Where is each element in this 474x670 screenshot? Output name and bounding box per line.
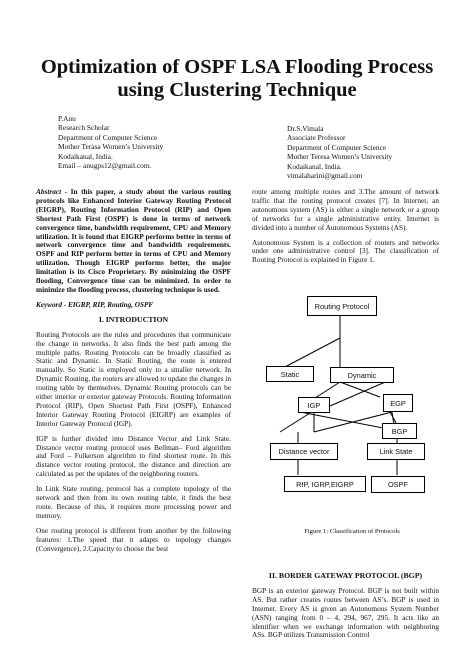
diagram-node-igp: IGP <box>298 397 330 413</box>
paragraph: IGP is further divided into Distance Vector and Link State. Distance vector routing protocol uses Bellman– Ford algorithm and Ford – Fulkerson algorithm to find shortest route. In this distance vector routing protocol, the distance and direction are calculated as per the updates of the neighboring routers. <box>36 433 231 479</box>
author-role: Research Scholar <box>58 123 110 133</box>
author-university: Mother Terasa Women’s University <box>58 142 164 152</box>
diagram-node-distance-vector: Distance vector <box>270 443 338 460</box>
diagram-node-bgp: BGP <box>382 423 417 439</box>
author-name: P.Anu <box>58 114 76 123</box>
diagram-node-static: Static <box>266 366 314 382</box>
author-city: Kodaikanal, India. <box>287 161 342 171</box>
diagram-node-dynamic: Dynamic <box>330 367 394 383</box>
author-name: Dr.S.Vimala <box>287 124 324 133</box>
author-university: Mother Teresa Women’s University <box>287 152 393 162</box>
author-role: Associate Professor <box>287 133 346 143</box>
author-city: Kodaikanal, India. <box>58 151 113 161</box>
paragraph: In Link State routing, protocol has a complete topology of the network and then from its own routing table, it finds the best route. Because of this, it requires more processing power and memory. <box>36 484 231 520</box>
abstract-text: - In this paper, a study about the various routing protocols like Enhanced Interior Gateway Routing Protocol (EIGRP), Routing Information Protocol (RIP) and Open Shortest Path First (OSPF) is done in terms of network convergence time, bandwidth requirement, CPU and Memory utilization. It is found that EIGRP performs better in terms of network convergence time and bandwidth requirements. OSPF and RIP perform better in terms of CPU and Memory utilization. Though EIGRP performs better, the major limitation is its Cisco Proprietary. By minimizing the OSPF flooding, Convergence time can be minimized. In order to minimize the flooding process, clustering technique is used. <box>36 187 231 294</box>
section-heading-bgp: II. BORDER GATEWAY PROTOCOL (BGP) <box>268 571 423 580</box>
paragraph: BGP is an exterior gateway Protocol. BGP is not built within AS. But rather creates routes between AS’s. BGP is used in Internet. Every AS is given an Autonomous System Number (ASN) ranging from 0 – 4, 294, 967, 295. It acts like an identifier when we exchange information with neighboring ASs. BGP utilizes Transmission Control <box>252 585 439 640</box>
diagram-node-link-state-example: OSPF <box>371 476 425 493</box>
paragraph: Routing Protocols are the rules and procedures that communicate the change in networks. It also finds the best path among the multiple paths. Routing Protocols can be broadly classified as Static and Dynamic. In Static Routing, the route is entered manually. So Static is employed only to a smaller network. In Dynamic Routing, the routers are allowed to update the changes in routing table by themselves. Dynamic Routing protocols can be either interior or exterior gateway Protocols. Routing Information Protocol (RIP), Open Shortest Path First (OSPF), Enhanced Interior Gateway Routing Protocol (EIGRP) are examples of Interior Gateway Protocol (IGP). <box>36 329 231 428</box>
author-email: Email – anugps12@gmail.com. <box>58 161 152 171</box>
paragraph: route among multiple routes and 3.The amount of network traffic that the routing protocol creates [7]. In Internet, an autonomous system (AS) is either a single network or a group of networks for a single administrative entity. Internet is divided into a number of Autonomous Systems (AS). <box>252 187 439 232</box>
section-heading-introduction: I. INTRODUCTION <box>98 314 169 324</box>
paragraph: One routing protocol is different from another by the following features: 1.The speed that it adapts to topology changes (Convergence), 2.Capacity to choose the best <box>36 525 231 553</box>
diagram-node-distance-vector-examples: RIP, IGRP,EIGRP <box>284 476 366 492</box>
diagram-node-egp: EGP <box>383 394 413 412</box>
right-column-bottom <box>252 572 439 646</box>
paper-title: Optimization of OSPF LSA Flooding Process using Clustering Technique <box>40 56 434 101</box>
paragraph: Autonomous System is a collection of routers and networks under one administrative control [3]. The classification of Routing Protocol is explained in Figure 1. <box>252 237 439 265</box>
diagram-node-link-state: Link State <box>367 443 425 460</box>
figure-caption: Figure 1: Classification of Protocols <box>304 528 400 535</box>
author-dept: Department of Computer Science <box>58 132 158 142</box>
diagram-node-routing-protocol: Routing Protocol <box>307 296 377 316</box>
author-email: vimalaharini@gmail.com <box>287 171 363 181</box>
keywords: Keyword - EIGRP, RIP, Routing, OSPF <box>36 300 154 309</box>
abstract-label: Abstract <box>36 187 62 196</box>
author-dept: Department of Computer Science <box>287 142 387 152</box>
